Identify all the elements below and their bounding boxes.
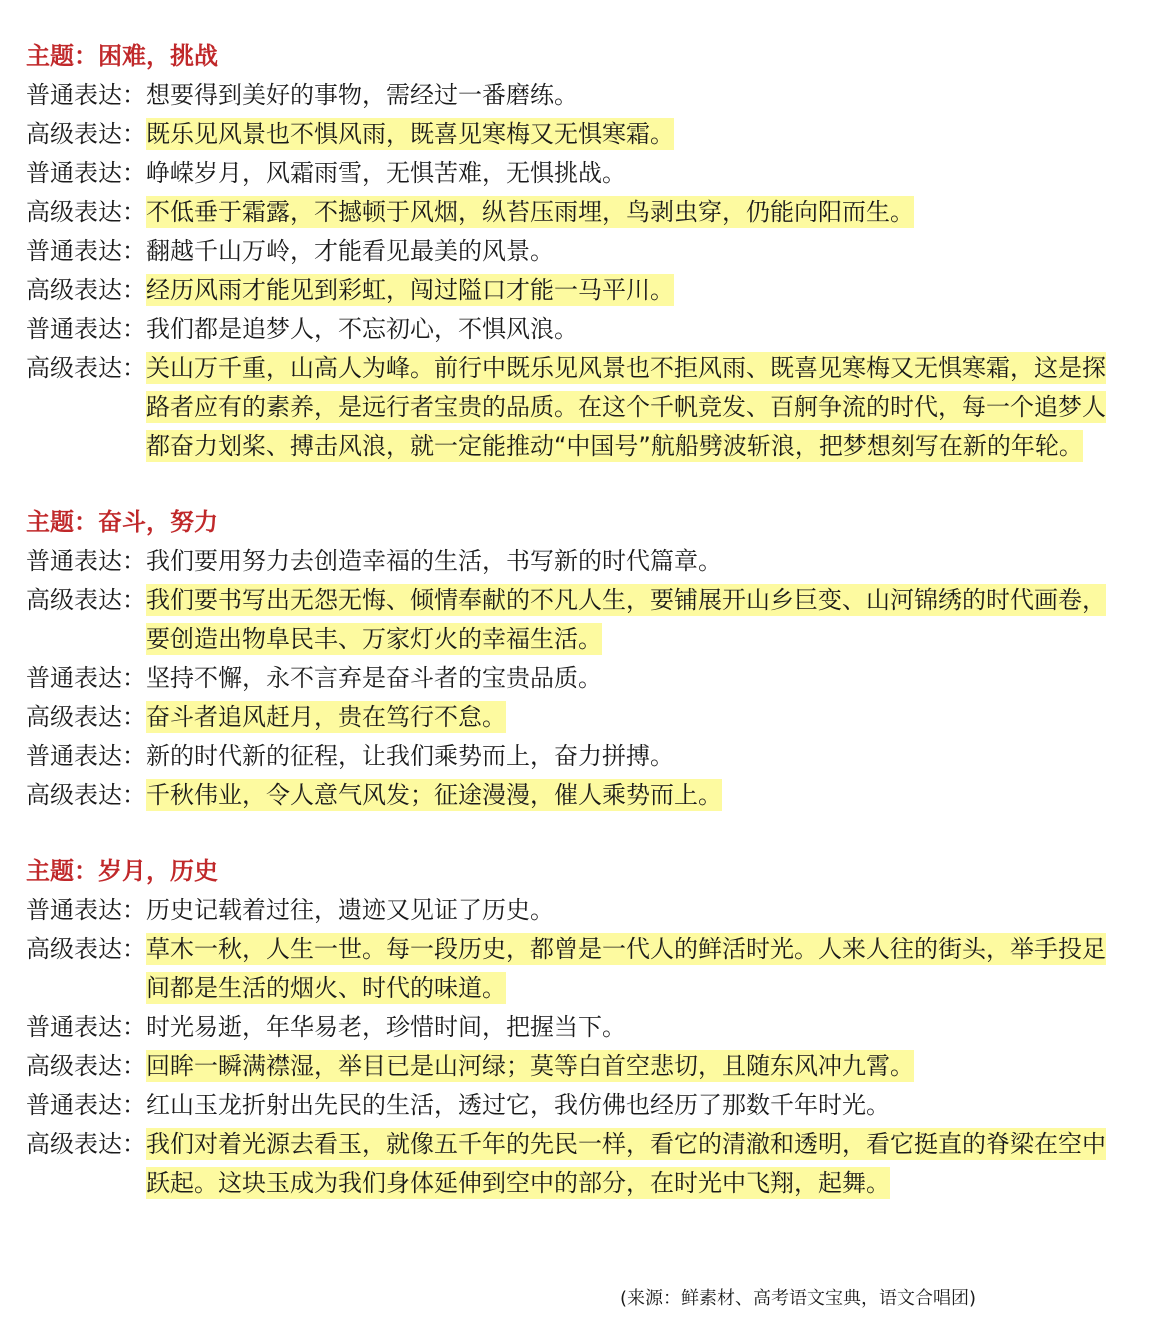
expression-label: 普通表达： (26, 547, 146, 575)
highlighted-sentence: 我们对着光源去看玉，就像五千年的先民一样，看它的清澈和透明，看它挺直的脊梁在空中跃起。这块玉成为我们身体延伸到空中的部分，在时光中飞翔，起舞。 (146, 1130, 1106, 1197)
normal-expression-row (26, 659, 1111, 698)
highlighted-sentence: 我们要书写出无怨无悔、倾情奉献的不凡人生，要铺展开山乡巨变、山河锦绣的时代画卷，要创造出物阜民丰、万家灯火的幸福生活。 (146, 586, 1106, 653)
document (26, 36, 1111, 1203)
theme-section (26, 36, 1111, 466)
expression-text-block (146, 698, 1111, 737)
normal-expression-row (26, 1086, 1111, 1125)
expression-label: 普通表达： (26, 1013, 146, 1041)
expression-label: 高级表达： (26, 120, 146, 148)
expression-text-block (146, 193, 1111, 232)
expression-text-block (146, 659, 1111, 698)
expression-text-block (146, 310, 1111, 349)
expression-label: 高级表达： (26, 1130, 146, 1158)
expression-text-block (146, 232, 1111, 271)
expression-text-block (146, 1047, 1111, 1086)
theme-section (26, 502, 1111, 815)
expression-text-block (146, 891, 1111, 930)
sentence: 新的时代新的征程，让我们乘势而上，奋力拼搏。 (146, 742, 674, 770)
advanced-expression-row (26, 698, 1111, 737)
expression-text-block (146, 1008, 1111, 1047)
sentence: 坚持不懈，永不言弃是奋斗者的宝贵品质。 (146, 664, 602, 692)
theme-heading: 主题：困难，挑战 (26, 42, 218, 70)
expression-label: 高级表达： (26, 198, 146, 226)
expression-text-block (146, 737, 1111, 776)
expression-label: 高级表达： (26, 781, 146, 809)
advanced-expression-row (26, 193, 1111, 232)
expression-label: 普通表达： (26, 315, 146, 343)
sentence: 历史记载着过往，遗迹又见证了历史。 (146, 896, 554, 924)
advanced-expression-row (26, 115, 1111, 154)
sentence: 红山玉龙折射出先民的生活，透过它，我仿佛也经历了那数千年时光。 (146, 1091, 890, 1119)
normal-expression-row (26, 154, 1111, 193)
expression-text-block (146, 930, 1111, 1008)
advanced-expression-row (26, 1125, 1111, 1203)
normal-expression-row (26, 737, 1111, 776)
expression-label: 普通表达： (26, 896, 146, 924)
expression-label: 普通表达： (26, 237, 146, 265)
expression-text-block (146, 776, 1111, 815)
advanced-expression-row (26, 1047, 1111, 1086)
highlighted-sentence: 回眸一瞬满襟湿，举目已是山河绿；莫等白首空悲切，且随东风冲九霄。 (146, 1052, 914, 1080)
highlighted-sentence: 奋斗者追风赶月，贵在笃行不怠。 (146, 703, 506, 731)
normal-expression-row (26, 542, 1111, 581)
advanced-expression-row (26, 349, 1111, 466)
source-note: (来源：鲜素材、高考语文宝典，语文合唱团) (620, 1288, 977, 1309)
advanced-expression-row (26, 271, 1111, 310)
normal-expression-row (26, 310, 1111, 349)
expression-label: 普通表达： (26, 742, 146, 770)
expression-label: 高级表达： (26, 935, 146, 963)
expression-label: 高级表达： (26, 276, 146, 304)
sentence: 我们都是追梦人，不忘初心，不惧风浪。 (146, 315, 578, 343)
expression-text-block (146, 542, 1111, 581)
sentence: 翻越千山万岭，才能看见最美的风景。 (146, 237, 554, 265)
normal-expression-row (26, 1008, 1111, 1047)
normal-expression-row (26, 76, 1111, 115)
advanced-expression-row (26, 581, 1111, 659)
expression-label: 普通表达： (26, 1091, 146, 1119)
theme-section (26, 851, 1111, 1203)
expression-label: 普通表达： (26, 664, 146, 692)
expression-label: 高级表达： (26, 586, 146, 614)
sentence: 我们要用努力去创造幸福的生活，书写新的时代篇章。 (146, 547, 722, 575)
highlighted-sentence: 千秋伟业，令人意气风发；征途漫漫，催人乘势而上。 (146, 781, 722, 809)
expression-text-block (146, 349, 1111, 466)
highlighted-sentence: 既乐见风景也不惧风雨，既喜见寒梅又无惧寒霜。 (146, 120, 674, 148)
expression-text-block (146, 154, 1111, 193)
highlighted-sentence: 经历风雨才能见到彩虹，闯过隘口才能一马平川。 (146, 276, 674, 304)
sentence: 时光易逝，年华易老，珍惜时间，把握当下。 (146, 1013, 626, 1041)
sentence: 想要得到美好的事物，需经过一番磨练。 (146, 81, 578, 109)
expression-text-block (146, 1086, 1111, 1125)
expression-label: 普通表达： (26, 159, 146, 187)
expression-label: 高级表达： (26, 354, 146, 382)
theme-heading: 主题：岁月，历史 (26, 857, 218, 885)
expression-text-block (146, 1125, 1111, 1203)
expression-text-block (146, 76, 1111, 115)
sentence: 峥嵘岁月，风霜雨雪，无惧苦难，无惧挑战。 (146, 159, 626, 187)
expression-text-block (146, 581, 1111, 659)
expression-label: 高级表达： (26, 1052, 146, 1080)
expression-text-block (146, 271, 1111, 310)
expression-label: 高级表达： (26, 703, 146, 731)
highlighted-sentence: 不低垂于霜露，不撼顿于风烟，纵苔压雨埋，鸟剥虫穿，仍能向阳而生。 (146, 198, 914, 226)
normal-expression-row (26, 891, 1111, 930)
normal-expression-row (26, 232, 1111, 271)
expression-text-block (146, 115, 1111, 154)
highlighted-sentence: 草木一秋，人生一世。每一段历史，都曾是一代人的鲜活时光。人来人往的街头，举手投足间都是生活的烟火、时代的味道。 (146, 935, 1106, 1002)
expression-label: 普通表达： (26, 81, 146, 109)
theme-heading: 主题：奋斗，努力 (26, 508, 218, 536)
advanced-expression-row (26, 930, 1111, 1008)
highlighted-sentence: 关山万千重，山高人为峰。前行中既乐见风景也不拒风雨、既喜见寒梅又无惧寒霜，这是探路者应有的素养，是远行者宝贵的品质。在这个千帆竞发、百舸争流的时代，每一个追梦人都奋力划桨、搏击风浪，就一定能推动“中国号”航船劈波斩浪，把梦想刻写在新的年轮。 (146, 354, 1106, 460)
advanced-expression-row (26, 776, 1111, 815)
